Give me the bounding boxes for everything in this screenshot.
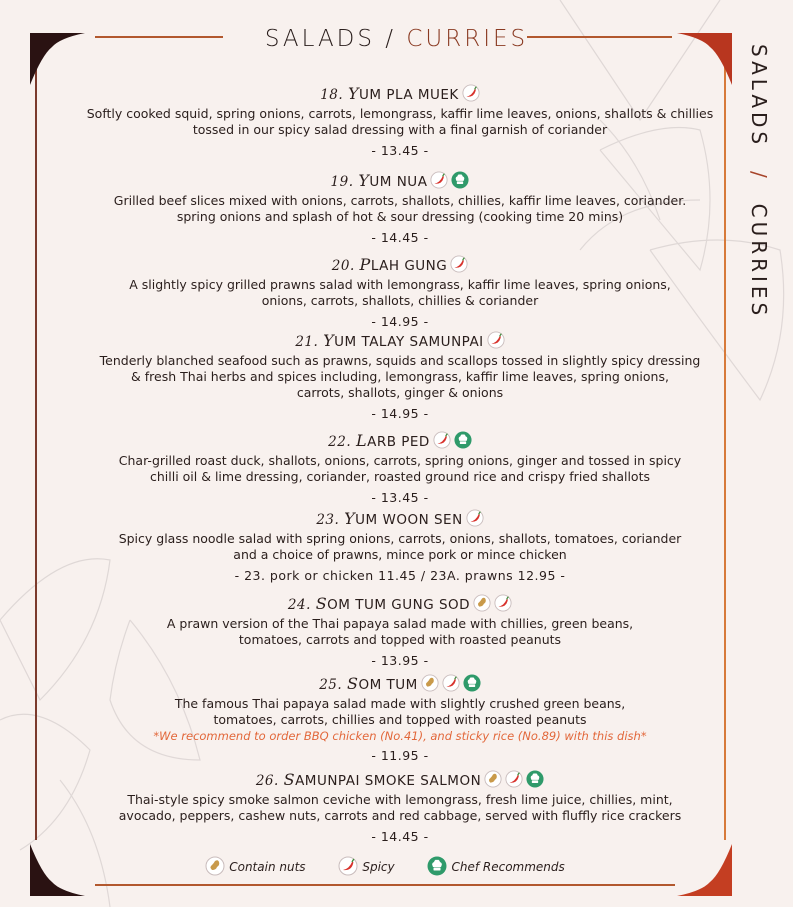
description-line: onions, carrots, shallots, chillies & coriander (261, 293, 539, 308)
menu-item-number: 18. (320, 87, 344, 103)
legend-spicy-label: Spicy (362, 860, 395, 874)
description-line: & fresh Thai herbs and spices including, lemongrass, kaffir lime leaves, spring onions, (131, 369, 669, 384)
spicy-icon (505, 770, 523, 788)
menu-item (60, 431, 740, 505)
menu-item (60, 255, 740, 329)
menu-item-price: - 14.95 - (371, 406, 429, 421)
description-line: avocado, peppers, cashew nuts, carrots and red cabbage, served with fluffly rice crackers (118, 808, 682, 823)
menu-item-description (60, 696, 740, 728)
menu-item-description (60, 616, 740, 648)
menu-item-number: 19. (330, 174, 354, 190)
frame-left-line (35, 60, 37, 840)
menu-item-title: UM WOON SEN (355, 512, 463, 528)
menu-item-price: - 13.45 - (371, 143, 429, 158)
menu-item-name (60, 84, 740, 102)
menu-item-price: - 14.95 - (371, 314, 429, 329)
description-line: A prawn version of the Thai papaya salad made with chillies, green beans, (166, 616, 634, 631)
legend-nuts-label: Contain nuts (229, 860, 306, 874)
menu-item-description (60, 531, 740, 563)
description-line: Grilled beef slices mixed with onions, carrots, shallots, chillies, kaffir lime leaves, coriander. (113, 193, 687, 208)
side-title-salads: SALADS (747, 44, 771, 149)
description-line: tomatoes, carrots and topped with roasted peanuts (238, 632, 562, 647)
title-curries: CURRIES (406, 26, 529, 52)
menu-item-price: - 23. pork or chicken 11.45 / 23A. prawns 12.95 - (234, 568, 566, 583)
menu-item-description (60, 193, 740, 225)
menu-item-name (60, 431, 740, 449)
menu-item-title: UM NUA (369, 174, 428, 190)
spicy-icon (450, 255, 468, 273)
nuts-icon (484, 770, 502, 788)
menu-item-number: 22. (328, 434, 352, 450)
chef-recommends-icon (463, 674, 481, 692)
description-line: spring onions and splash of hot & sour dressing (cooking time 20 mins) (176, 209, 624, 224)
menu-item-title: OM TUM (358, 677, 418, 693)
spicy-icon (430, 171, 448, 189)
menu-item (60, 674, 740, 763)
menu-item (60, 171, 740, 245)
menu-item-initial: Y (323, 331, 335, 350)
legend-chef-label: Chef Recommends (451, 860, 565, 874)
menu-item-description (60, 106, 740, 138)
spicy-icon (338, 856, 358, 876)
spicy-icon (487, 331, 505, 349)
menu-item-description (60, 792, 740, 824)
nuts-icon (205, 856, 225, 876)
spicy-icon (466, 509, 484, 527)
menu-item-price: - 11.95 - (371, 748, 429, 763)
menu-item-name (60, 594, 740, 612)
description-line: A slightly spicy grilled prawns salad with lemongrass, kaffir lime leaves, spring onions, (129, 277, 671, 292)
chef-recommends-icon (427, 856, 447, 876)
side-title-separator: / (747, 170, 771, 182)
menu-item-price: - 14.45 - (371, 829, 429, 844)
menu-item-price: - 13.95 - (371, 653, 429, 668)
menu-item-name (60, 674, 740, 692)
description-line: tomatoes, carrots, chillies and topped with roasted peanuts (213, 712, 587, 727)
description-line: tossed in our spicy salad dressing with a final garnish of coriander (192, 122, 608, 137)
side-title (747, 44, 771, 319)
menu-item-title: OM TUM GUNG SOD (327, 597, 471, 613)
menu-item-title: UM TALAY SAMUNPAI (334, 334, 484, 350)
menu-item-description (60, 353, 740, 401)
menu-item (60, 770, 740, 844)
chef-recommends-icon (451, 171, 469, 189)
description-line: Spicy glass noodle salad with spring onions, carrots, onions, shallots, tomatoes, coriander (118, 531, 682, 546)
menu-item-price: - 13.45 - (371, 490, 429, 505)
nuts-icon (421, 674, 439, 692)
menu-item-name (60, 770, 740, 788)
side-title-curries: CURRIES (747, 203, 771, 320)
chef-recommends-icon (454, 431, 472, 449)
menu-item-initial: Y (358, 171, 370, 190)
menu-item-number: 21. (295, 334, 319, 350)
menu-item-title: ARB PED (367, 434, 430, 450)
menu-item-initial: P (359, 255, 371, 274)
description-line: carrots, shallots, ginger & onions (296, 385, 504, 400)
page-title (0, 26, 793, 52)
menu-item-number: 23. (316, 512, 340, 528)
menu-item-name (60, 255, 740, 273)
title-salads: SALADS / (264, 26, 407, 52)
menu-item-title: UM PLA MUEK (359, 87, 459, 103)
menu-item-initial: S (315, 594, 328, 613)
menu-item-number: 24. (287, 597, 311, 613)
description-line: Thai-style spicy smoke salmon ceviche with lemongrass, fresh lime juice, chillies, mint, (127, 792, 673, 807)
menu-item (60, 509, 740, 583)
menu-item-description (60, 453, 740, 485)
menu-item-title: AMUNPAI SMOKE SALMON (295, 773, 482, 789)
menu-item-initial: Y (347, 84, 360, 103)
menu-item-number: 26. (255, 773, 279, 789)
menu-item-name (60, 509, 740, 527)
menu-item-number: 20. (331, 258, 355, 274)
legend (0, 856, 793, 876)
menu-item-price: - 14.45 - (371, 230, 429, 245)
menu-item (60, 331, 740, 421)
menu-item-initial: Y (344, 509, 356, 528)
description-line: Char-grilled roast duck, shallots, onions, carrots, spring onions, ginger and tossed in spicy (118, 453, 682, 468)
spicy-icon (494, 594, 512, 612)
chef-recommends-icon (526, 770, 544, 788)
spicy-icon (433, 431, 451, 449)
spicy-icon (442, 674, 460, 692)
spicy-icon (462, 84, 480, 102)
menu-item-name (60, 331, 740, 349)
nuts-icon (473, 594, 491, 612)
menu-item-name (60, 171, 740, 189)
description-line: Softly cooked squid, spring onions, carrots, lemongrass, kaffir lime leaves, onions, shallots & chillies (86, 106, 714, 121)
menu-item-number: 25. (319, 677, 343, 693)
menu-item (60, 84, 740, 158)
recommendation-note: *We recommend to order BBQ chicken (No.41), and sticky rice (No.89) with this dish* (153, 729, 647, 743)
description-line: Tenderly blanched seafood such as prawns, squids and scallops tossed in slightly spicy dressing (99, 353, 701, 368)
menu-item-initial: L (355, 431, 368, 450)
menu-item-initial: S (283, 770, 296, 789)
description-line: and a choice of prawns, mince pork or mince chicken (233, 547, 567, 562)
description-line: The famous Thai papaya salad made with slightly crushed green beans, (174, 696, 626, 711)
menu-item-initial: S (346, 674, 359, 693)
description-line: chilli oil & lime dressing, coriander, roasted ground rice and crispy fried shallots (150, 469, 650, 484)
menu-item-title: LAH GUNG (370, 258, 448, 274)
menu-item (60, 594, 740, 668)
menu-item-description (60, 277, 740, 309)
frame-bottom-line (95, 884, 675, 886)
